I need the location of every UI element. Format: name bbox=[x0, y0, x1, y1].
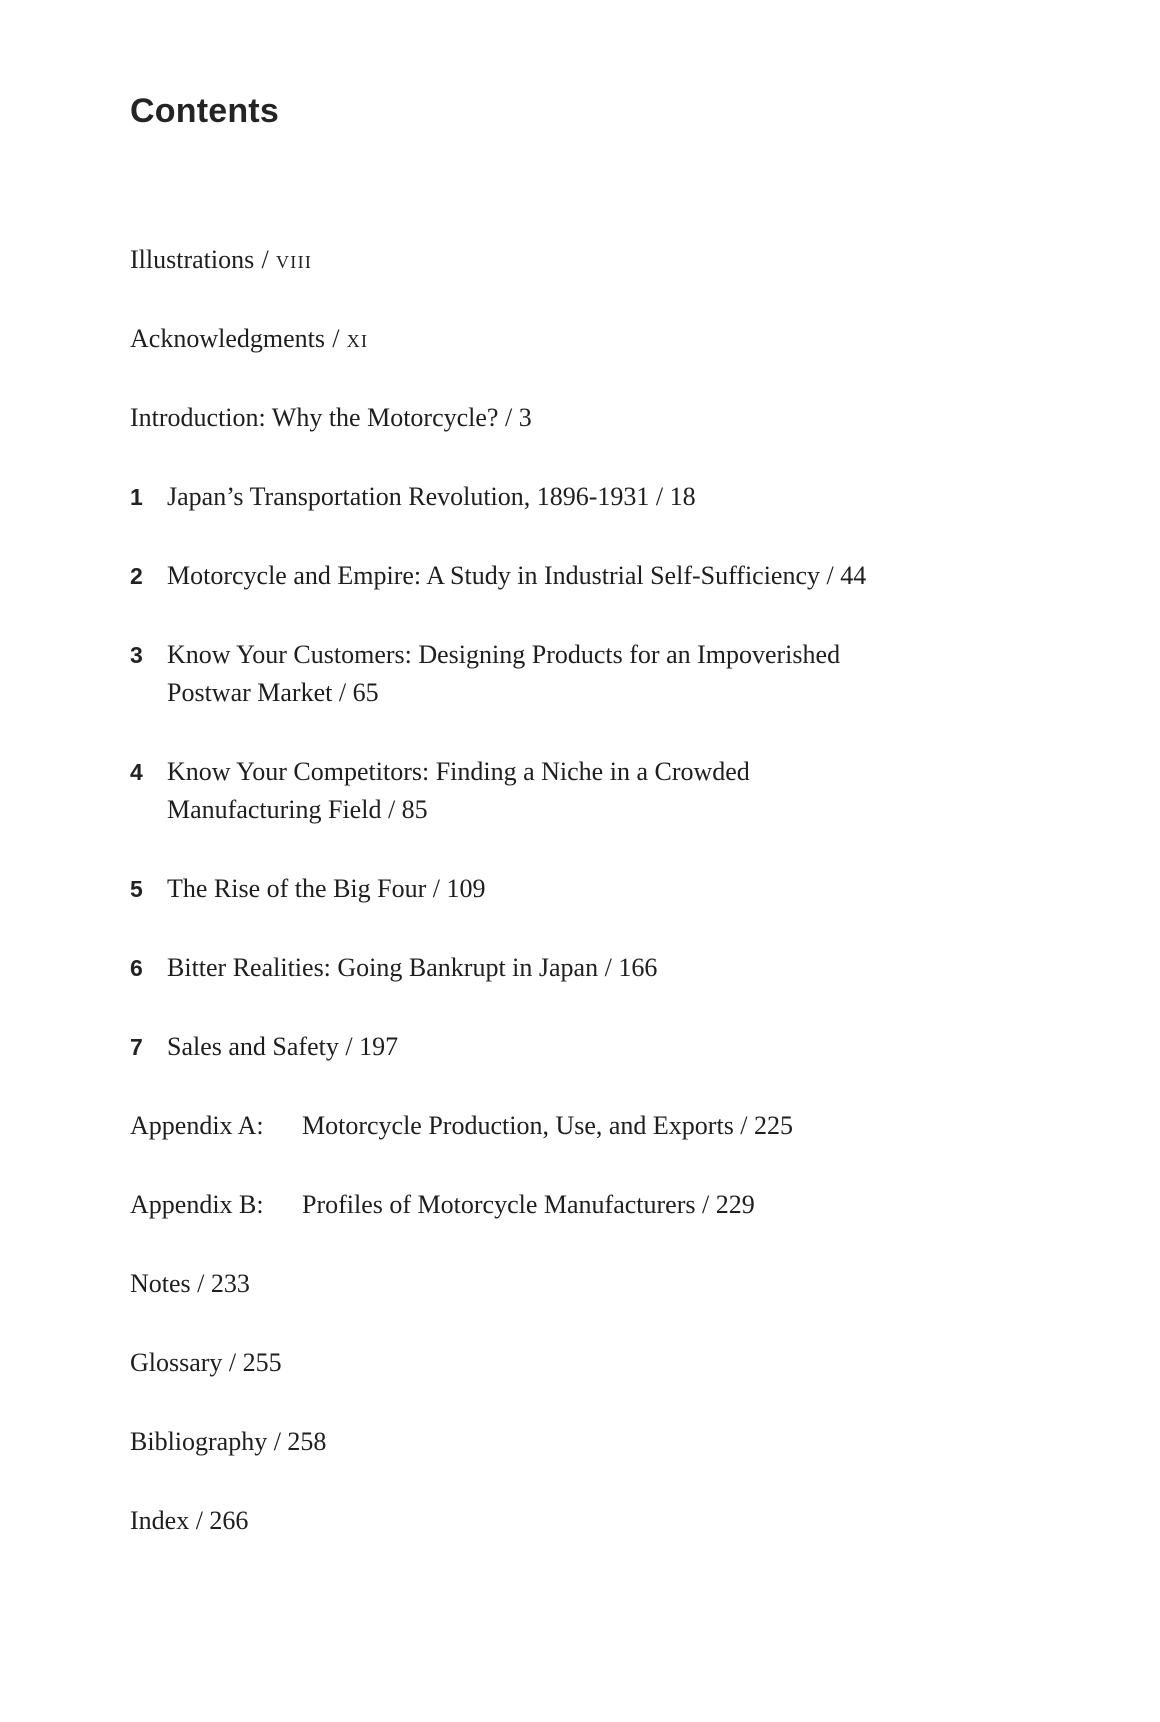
chapter-title bbox=[167, 870, 1090, 908]
chapter-title-line: Postwar Market / 65 bbox=[167, 678, 379, 707]
toc-entry-chapter-6 bbox=[130, 949, 1090, 987]
chapter-number: 1 bbox=[130, 484, 143, 510]
chapter-number: 7 bbox=[130, 1034, 143, 1060]
chapter-title-line: Japan’s Transportation Revolution, 1896-1931 / 18 bbox=[167, 482, 696, 511]
chapter-number: 2 bbox=[130, 563, 143, 589]
toc-entry-chapter-4 bbox=[130, 753, 1090, 829]
toc-entry-notes bbox=[130, 1265, 1090, 1303]
chapter-title-line: Motorcycle and Empire: A Study in Industrial Self-Sufficiency / 44 bbox=[167, 561, 867, 590]
chapter-number: 3 bbox=[130, 642, 143, 668]
chapter-title bbox=[167, 753, 1090, 829]
toc-entry-text bbox=[130, 1107, 1090, 1145]
toc-entry-introduction bbox=[130, 399, 1090, 437]
toc-entry-appendix-b bbox=[130, 1186, 1090, 1224]
toc-entry-text bbox=[130, 320, 1090, 358]
toc-entry-illustrations bbox=[130, 241, 1090, 279]
entry-page-number: viii bbox=[275, 245, 313, 274]
toc-entry-text: Glossary / 255 bbox=[130, 1348, 282, 1377]
chapter-title-line: Sales and Safety / 197 bbox=[167, 1032, 399, 1061]
toc-entry-text: Index / 266 bbox=[130, 1506, 249, 1535]
chapter-title-line: The Rise of the Big Four / 109 bbox=[167, 874, 486, 903]
appendix-label: Appendix B: bbox=[130, 1190, 264, 1219]
toc-entry-appendix-a bbox=[130, 1107, 1090, 1145]
chapter-title-line: Know Your Customers: Designing Products for an Impoverished bbox=[167, 640, 841, 669]
chapter-title-line: Know Your Competitors: Finding a Niche in a Crowded bbox=[167, 757, 750, 786]
appendix-title: Profiles of Motorcycle Manufacturers / 229 bbox=[302, 1190, 755, 1219]
chapter-title bbox=[167, 557, 1090, 595]
toc-entry-chapter-2 bbox=[130, 557, 1090, 595]
entry-separator: / bbox=[261, 245, 269, 274]
entry-label: Acknowledgments bbox=[130, 324, 325, 353]
toc-entry-acknowledgments bbox=[130, 320, 1090, 358]
chapter-number: 5 bbox=[130, 876, 143, 902]
table-of-contents bbox=[130, 241, 1100, 1540]
chapter-title bbox=[167, 1028, 1090, 1066]
chapter-title-line: Bitter Realities: Going Bankrupt in Japan / 166 bbox=[167, 953, 658, 982]
entry-separator: / bbox=[332, 324, 340, 353]
toc-entry-chapter-7 bbox=[130, 1028, 1090, 1066]
appendix-label: Appendix A: bbox=[130, 1111, 264, 1140]
toc-entry-chapter-3 bbox=[130, 636, 1090, 712]
toc-entry-text: Introduction: Why the Motorcycle? / 3 bbox=[130, 403, 532, 432]
toc-entry-bibliography bbox=[130, 1423, 1090, 1461]
chapter-title bbox=[167, 478, 1090, 516]
entry-label: Illustrations bbox=[130, 245, 255, 274]
page-title: Contents bbox=[130, 92, 279, 130]
toc-entry-chapter-5 bbox=[130, 870, 1090, 908]
toc-entry-glossary bbox=[130, 1344, 1090, 1382]
toc-entry-text bbox=[130, 241, 1090, 279]
chapter-number: 6 bbox=[130, 955, 143, 981]
toc-entry-text: Bibliography / 258 bbox=[130, 1427, 327, 1456]
chapter-title-line: Manufacturing Field / 85 bbox=[167, 795, 428, 824]
entry-page-number: xi bbox=[346, 324, 369, 353]
chapter-number: 4 bbox=[130, 759, 143, 785]
toc-entry-chapter-1 bbox=[130, 478, 1090, 516]
chapter-title bbox=[167, 636, 1090, 712]
appendix-title: Motorcycle Production, Use, and Exports / 225 bbox=[302, 1111, 794, 1140]
toc-entry-text bbox=[130, 1186, 1090, 1224]
toc-entry-text: Notes / 233 bbox=[130, 1269, 250, 1298]
chapter-title bbox=[167, 949, 1090, 987]
toc-entry-index bbox=[130, 1502, 1090, 1540]
